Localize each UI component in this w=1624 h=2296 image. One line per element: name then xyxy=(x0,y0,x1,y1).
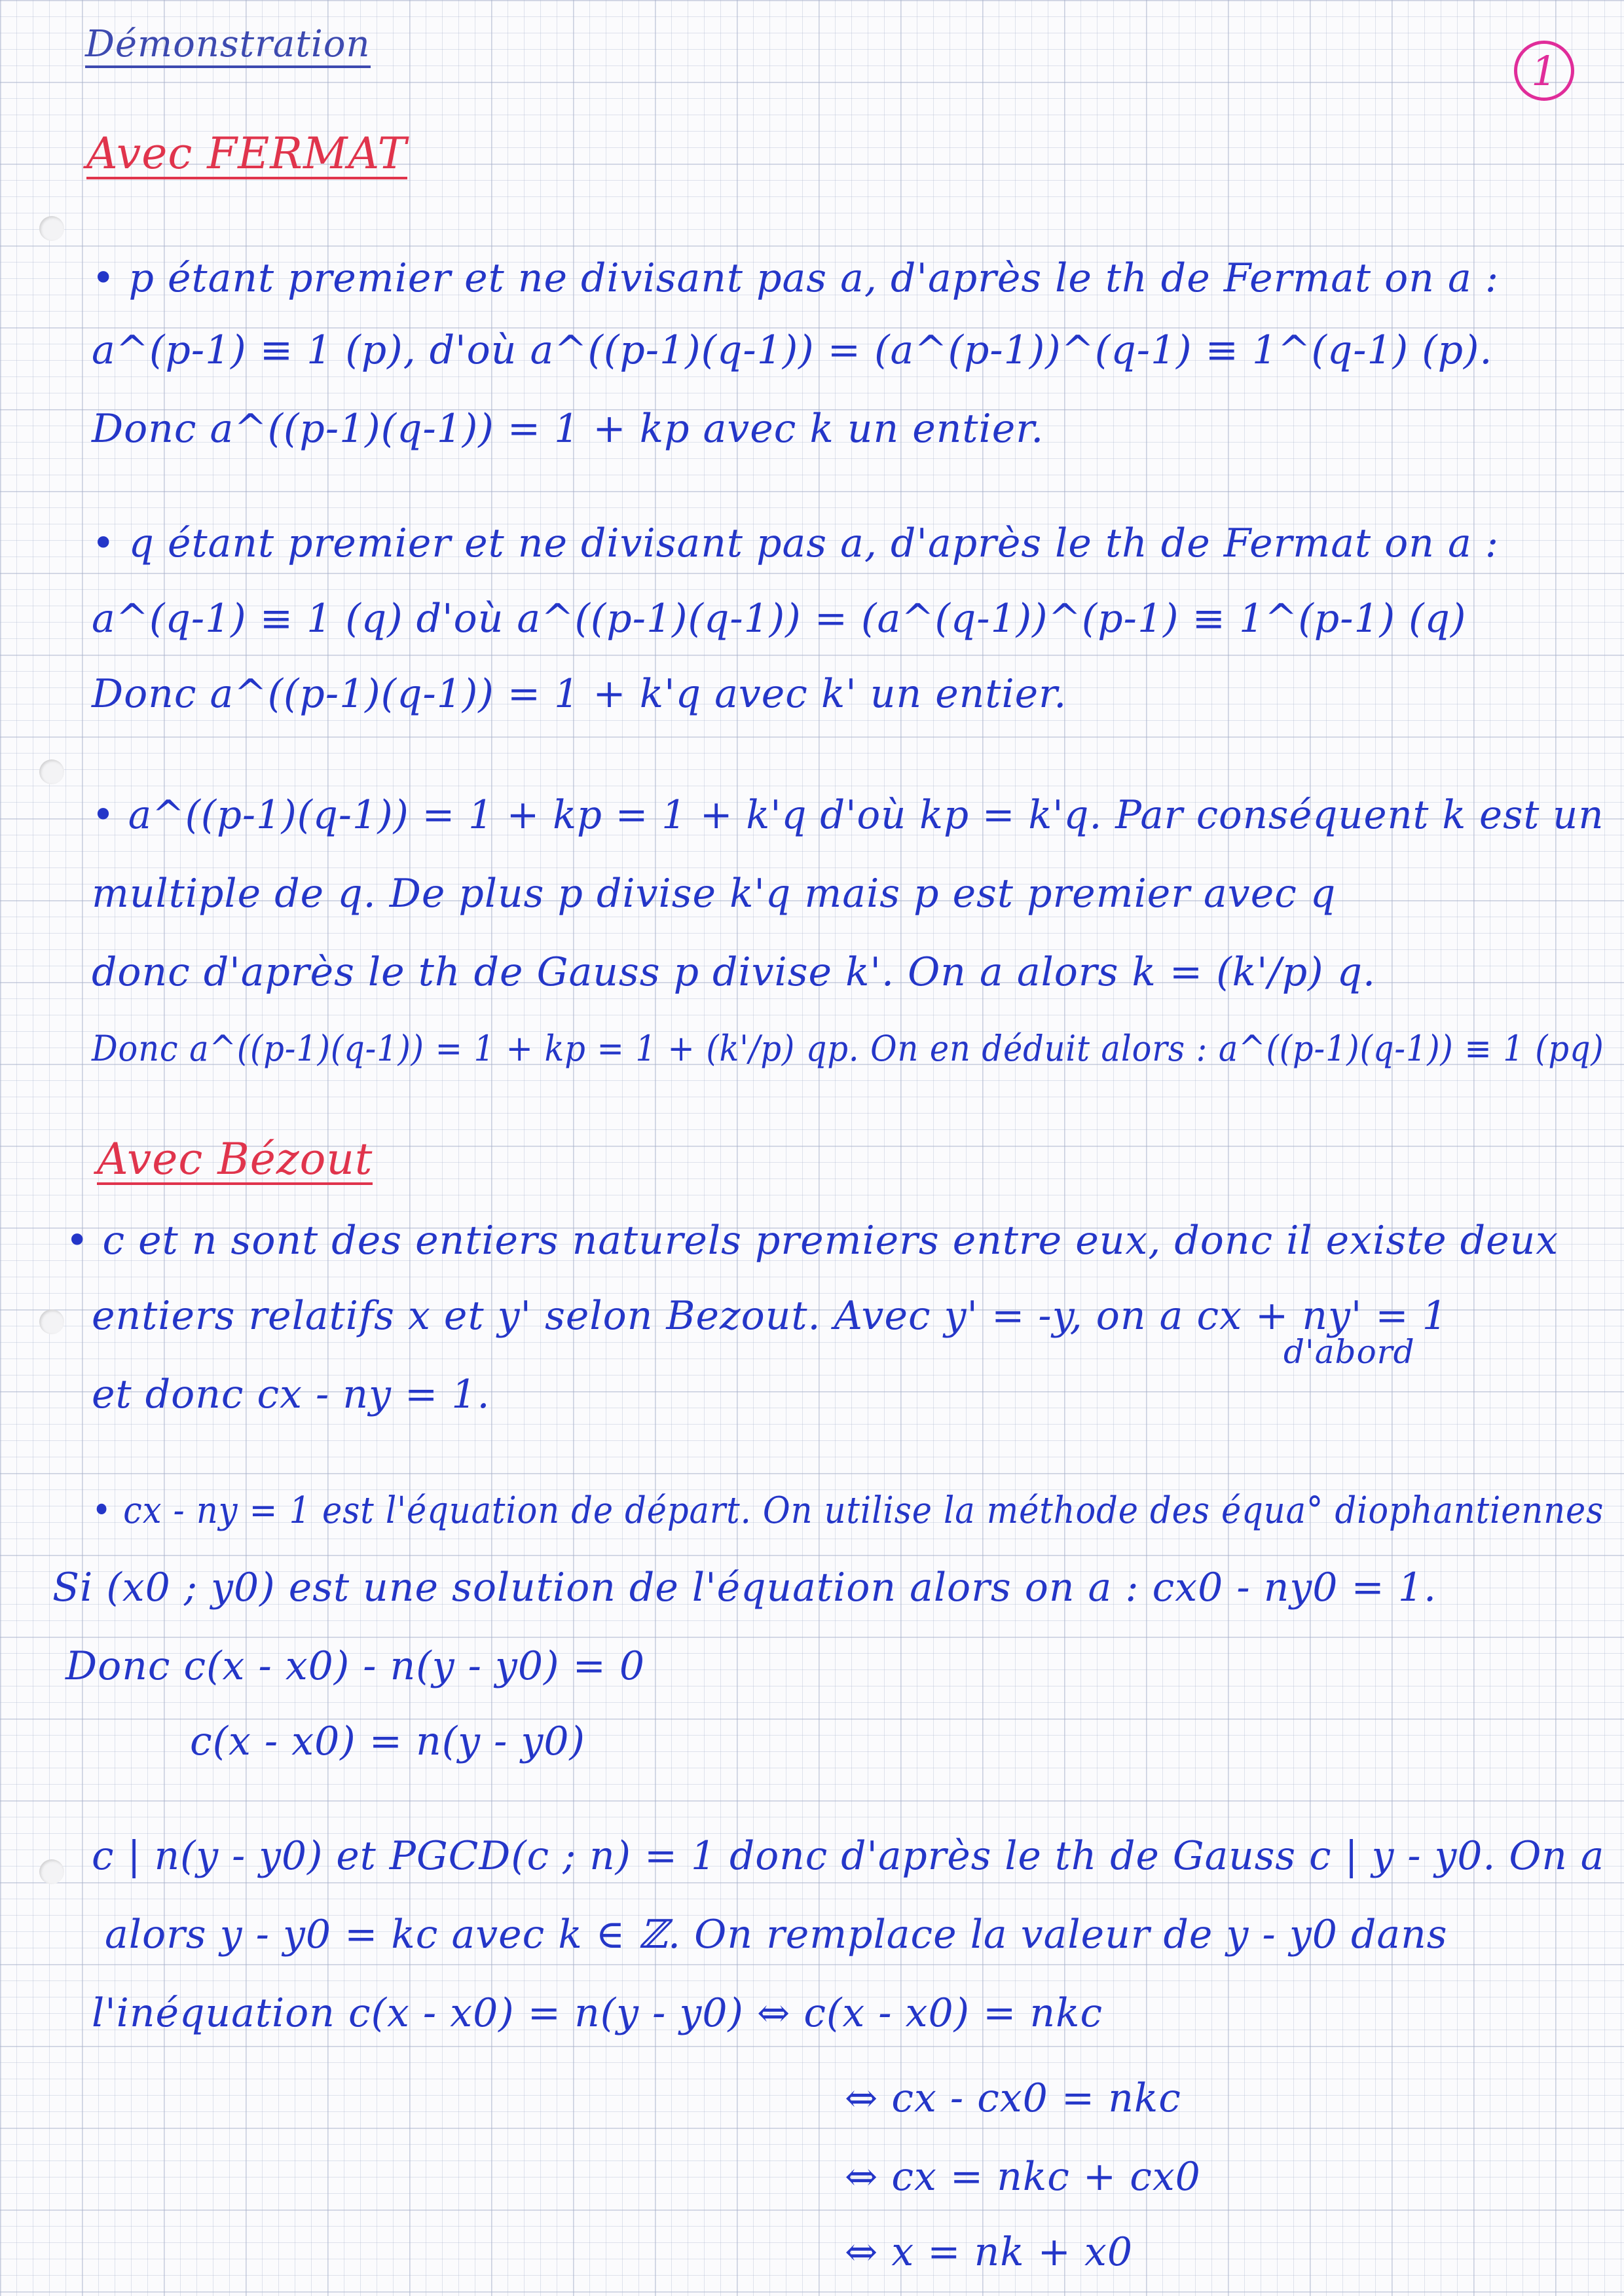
page-title: Démonstration xyxy=(85,26,371,68)
binder-hole xyxy=(39,759,64,784)
fermat-line-9: donc d'après le th de Gauss p divise k'. On a alors k = (k'/p) q. xyxy=(92,949,1376,995)
fermat-line-7: • a^((p-1)(q-1)) = 1 + kp = 1 + k'q d'où kp = k'q. Par conséquent k est un xyxy=(92,792,1604,838)
bezout-line-1: • c et n sont des entiers naturels premiers entre eux, donc il existe deux xyxy=(65,1218,1559,1264)
bezout-line-10: l'inéquation c(x - x0) = n(y - y0) ⇔ c(x - x0) = nkc xyxy=(92,1990,1103,2036)
bezout-line-5: Si (x0 ; y0) est une solution de l'équation alors on a : cx0 - ny0 = 1. xyxy=(52,1565,1437,1611)
page-number: 1 xyxy=(1514,41,1574,101)
fermat-line-10: Donc a^((p-1)(q-1)) = 1 + kp = 1 + (k'/p) qp. On en déduit alors : a^((p-1)(q-1)) ≡ 1 (pq) xyxy=(92,1028,1604,1069)
fermat-line-1: • p étant premier et ne divisant pas a, d'après le th de Fermat on a : xyxy=(92,255,1500,301)
fermat-line-3: Donc a^((p-1)(q-1)) = 1 + kp avec k un entier. xyxy=(92,406,1044,452)
fermat-line-8: multiple de q. De plus p divise k'q mais p est premier avec q xyxy=(92,871,1337,917)
section-heading-fermat: Avec FERMAT xyxy=(86,128,407,179)
fermat-line-6: Donc a^((p-1)(q-1)) = 1 + k'q avec k' un entier. xyxy=(92,671,1067,717)
binder-hole xyxy=(39,1309,64,1334)
bezout-line-13: ⇔ x = nk + x0 xyxy=(845,2229,1134,2275)
bezout-line-7: c(x - x0) = n(y - y0) xyxy=(190,1719,585,1764)
bezout-line-6: Donc c(x - x0) - n(y - y0) = 0 xyxy=(65,1643,646,1689)
section-heading-bezout: Avec Bézout xyxy=(97,1134,373,1184)
bezout-line-8: c | n(y - y0) et PGCD(c ; n) = 1 donc d'après le th de Gauss c | y - y0. On a xyxy=(92,1833,1605,1879)
binder-hole xyxy=(39,216,64,241)
bezout-line-12: ⇔ cx = nkc + cx0 xyxy=(845,2154,1201,2200)
fermat-line-5: a^(q-1) ≡ 1 (q) d'où a^((p-1)(q-1)) = (a^(q-1))^(p-1) ≡ 1^(p-1) (q) xyxy=(92,596,1467,642)
bezout-note-dabord: d'abord xyxy=(1283,1333,1415,1371)
binder-hole xyxy=(39,1859,64,1884)
bezout-line-2: entiers relatifs x et y' selon Bezout. Avec y' = -y, on a cx + ny' = 1 xyxy=(92,1293,1448,1339)
bezout-line-3: et donc cx - ny = 1. xyxy=(92,1372,490,1417)
fermat-line-2: a^(p-1) ≡ 1 (p), d'où a^((p-1)(q-1)) = (a^(p-1))^(q-1) ≡ 1^(q-1) (p). xyxy=(92,327,1493,373)
bezout-line-4: • cx - ny = 1 est l'équation de départ. On utilise la méthode des équa° diophantiennes xyxy=(92,1489,1604,1532)
bezout-line-9: alors y - y0 = kc avec k ∈ ℤ. On remplace la valeur de y - y0 dans xyxy=(105,1912,1448,1958)
bezout-line-11: ⇔ cx - cx0 = nkc xyxy=(845,2075,1181,2121)
fermat-line-4: • q étant premier et ne divisant pas a, d'après le th de Fermat on a : xyxy=(92,520,1500,566)
